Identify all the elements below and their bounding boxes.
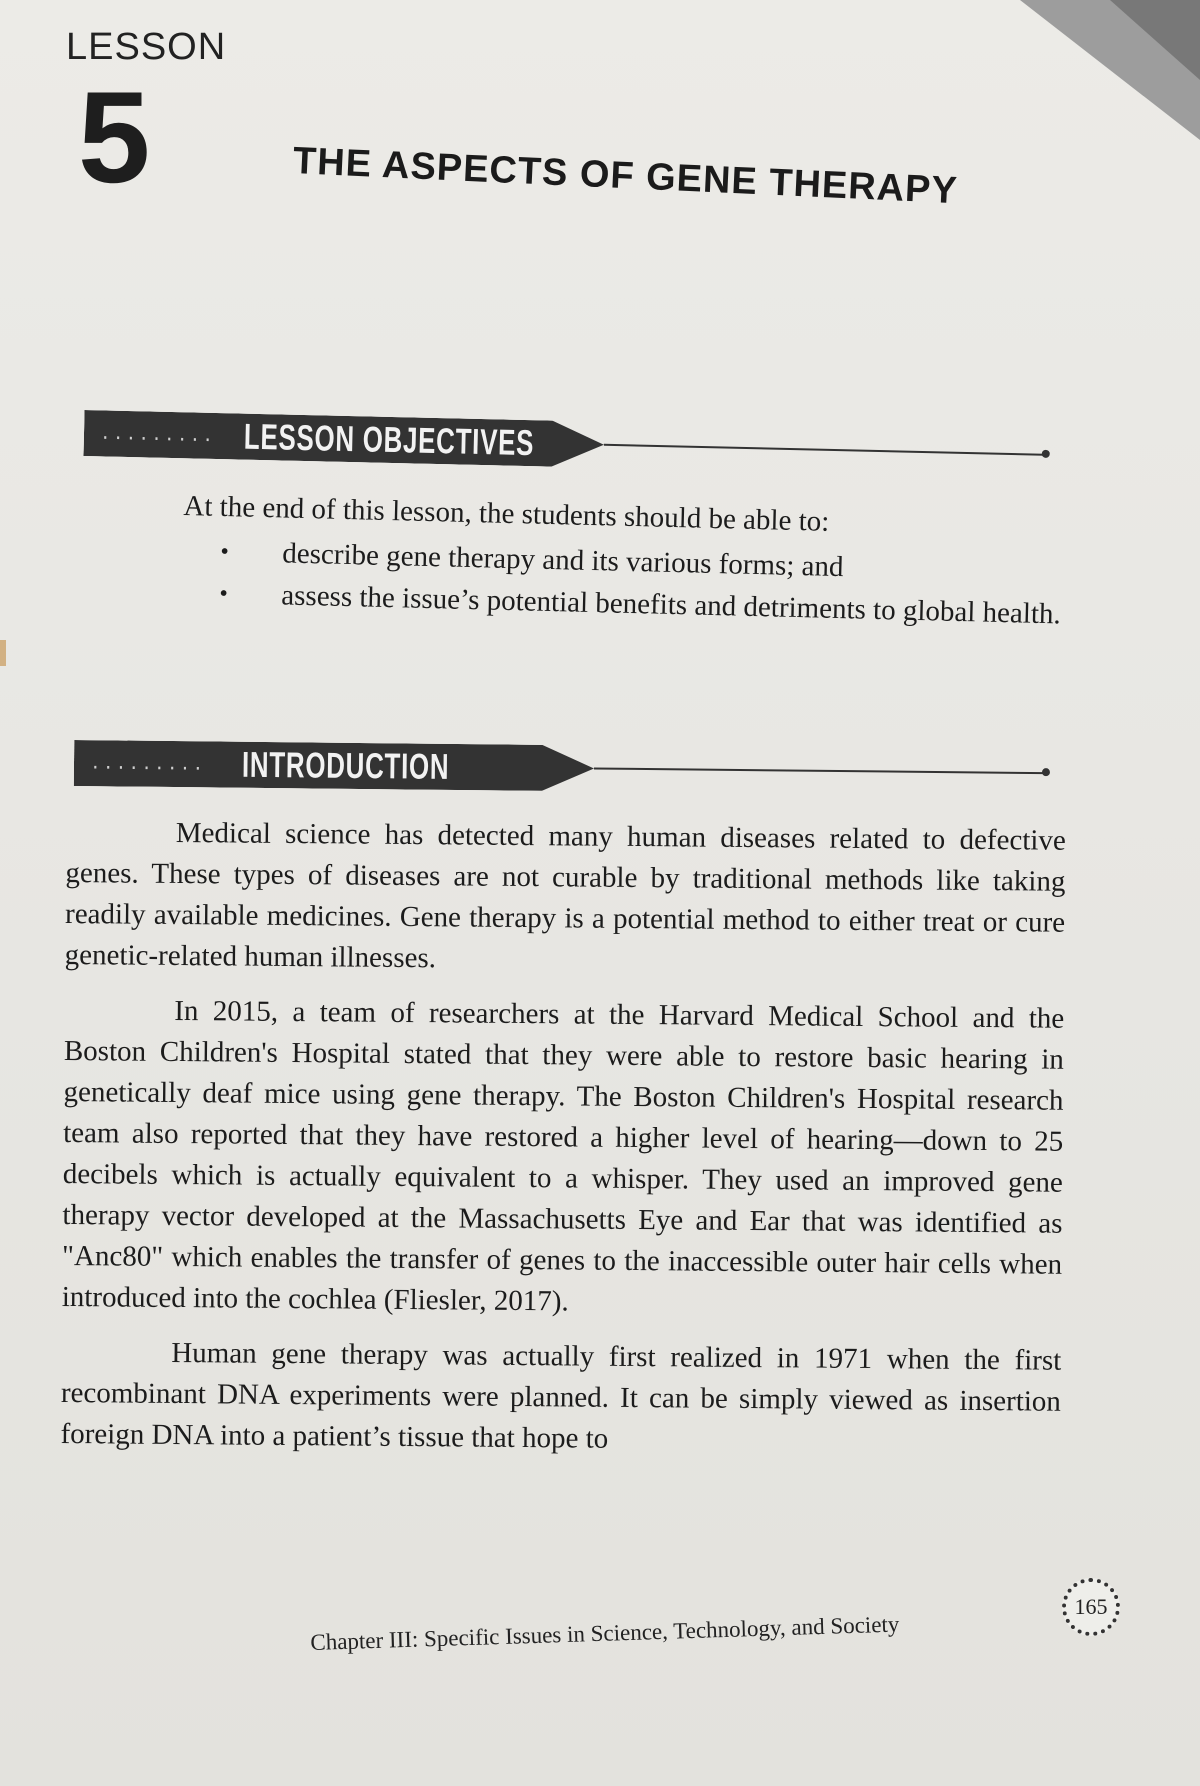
list-item: • assess the issue’s potential benefits and detriments to global health.	[219, 579, 1062, 631]
intro-paragraph-1: Medical science has detected many human diseases related to defective genes. These types of diseases are not curable by traditional methods like taking readily available medicines. Gene therapy is a potential method to either treat or cure genetic-related human illnesses.	[64, 816, 1066, 975]
objectives-heading: LESSON OBJECTIVES	[243, 415, 535, 464]
objectives-rule	[604, 444, 1044, 456]
objectives-list	[181, 533, 1063, 632]
page-corner-fold	[1110, 0, 1200, 80]
introduction-rule	[594, 767, 1044, 774]
intro-paragraph-3: Human gene therapy was actually first realized in 1971 when the first recombinant DNA experiments were planned. It can be simply viewed as insertion foreign DNA into a patient’s tissue that hope to	[60, 1336, 1062, 1455]
objectives-banner	[83, 410, 1064, 478]
introduction-body	[60, 812, 1066, 1464]
intro-paragraph-2: In 2015, a team of researchers at the Harvard Medical School and the Boston Children's Hospital stated that they were able to restore basic hearing in genetically deaf mice using gene therapy. The Boston Children's Hospital research team also reported that they have restored a higher level of hearing—down to 25 decibels which is actually equivalent to a whisper. They used an improved gene therapy vector developed at the Massachusetts Eye and Ear that was identified as "Anc80" which enables the transfer of genes to the inaccessible outer hair cells when introduced into the cochlea (Fliesler, 2017).	[61, 994, 1065, 1318]
lesson-label: LESSON	[66, 26, 227, 68]
banner-dots: ·········	[99, 428, 216, 451]
lesson-title: THE ASPECTS OF GENE THERAPY	[292, 140, 959, 213]
objectives-block	[181, 486, 1064, 632]
page-edge-mark	[0, 640, 6, 666]
banner-dots: ·········	[89, 758, 206, 780]
objectives-rule-dot	[1042, 450, 1050, 458]
page-number: 165	[1074, 1594, 1108, 1619]
lesson-number: 5	[78, 64, 151, 210]
list-item: • describe gene therapy and its various forms; and	[220, 537, 844, 584]
introduction-rule-dot	[1042, 768, 1050, 776]
introduction-banner	[74, 740, 1064, 796]
chapter-footer: Chapter III: Specific Issues in Science, Technology, and Society	[310, 1611, 900, 1655]
objectives-intro: At the end of this lesson, the students should be able to:	[183, 489, 830, 538]
introduction-heading: INTRODUCTION	[241, 743, 450, 787]
page-number-badge	[1062, 1578, 1120, 1636]
